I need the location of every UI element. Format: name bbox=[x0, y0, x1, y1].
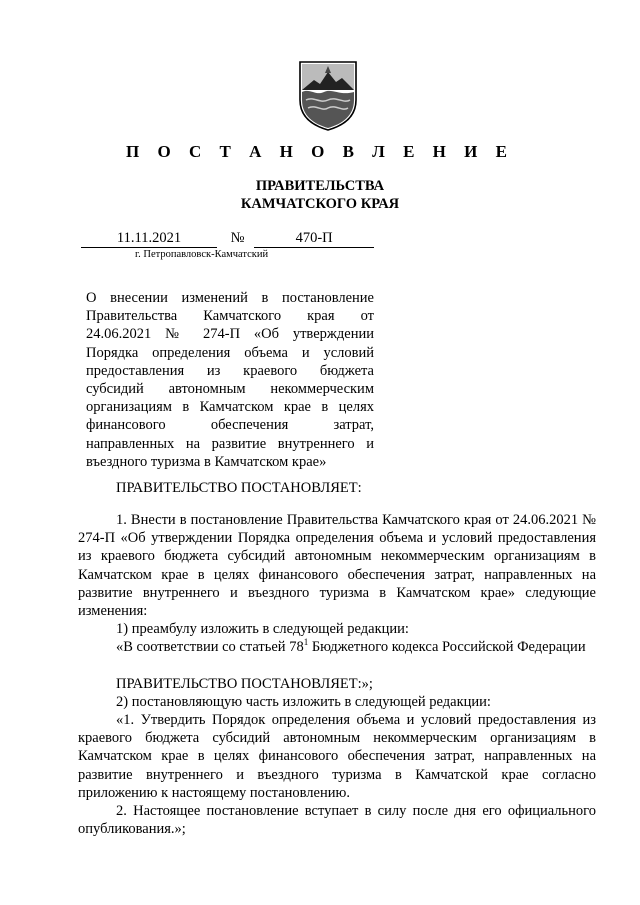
number-sign: № bbox=[230, 230, 245, 246]
authority-line-2: КАМЧАТСКОГО КРАЯ bbox=[240, 196, 400, 212]
document-date: 11.11.2021 bbox=[81, 230, 217, 248]
city-label: г. Петропавловск-Камчатский bbox=[135, 249, 269, 260]
paragraph: 2) постановляющую часть изложить в следующей редакции: bbox=[116, 693, 491, 710]
paragraph-text: «В соответствии со статьей 78 bbox=[116, 639, 304, 656]
paragraph: «1. Утвердить Порядок определения объема и условий предоставления из краевого бюджета субсидий автономным некоммерческим организациям в Камчатском крае в целях финансового обеспечения затрат, направленных на развитие внутреннего и въездного туризма в Камчатской крае согласно приложению к настоящему постановлению. bbox=[78, 712, 596, 801]
authority-line-1: ПРАВИТЕЛЬСТВА bbox=[255, 178, 385, 194]
document-title: П О С Т А Н О В Л Е Н И Е bbox=[126, 142, 514, 161]
paragraph bbox=[78, 638, 596, 656]
paragraph: ПРАВИТЕЛЬСТВО ПОСТАНОВЛЯЕТ:»; bbox=[116, 675, 373, 692]
document-body bbox=[78, 511, 596, 838]
date-number-line bbox=[81, 230, 374, 248]
decree-heading: ПРАВИТЕЛЬСТВО ПОСТАНОВЛЯЕТ: bbox=[116, 480, 362, 496]
kamchatka-coat-of-arms-icon bbox=[296, 60, 360, 132]
document-number: 470-П bbox=[254, 230, 374, 248]
paragraph-text: Бюджетного кодекса Российской Федерации bbox=[308, 639, 586, 656]
paragraph: 2. Настоящее постановление вступает в силу после дня его официального опубликования.»; bbox=[78, 803, 596, 838]
issuing-authority bbox=[0, 177, 640, 213]
paragraph: 1. Внести в постановление Правительства Камчатского края от 24.06.2021 № 274-П «Об утверждении Порядка определения объема и условий предоставления из краевого бюджета субсидий автономным некоммерческим организациям в Камчатском крае в целях финансового обеспечения затрат, направленных на развитие внутреннего и въездного туризма в Камчатском крае» следующие изменения: bbox=[78, 512, 596, 620]
superscript: 1 bbox=[303, 637, 309, 648]
document-subject: О внесении изменений в постановление Правительства Камчатского края от 24.06.2021 № 274-П «Об утверждении Порядка определения объема и условий предоставления из краевого бюджета субсидий автономным некоммерческим организациям в Камчатском крае в целях финансового обеспечения затрат, направленных на развитие внутреннего и въездного туризма в Камчатском крае» bbox=[86, 290, 374, 470]
paragraph: 1) преамбулу изложить в следующей редакции: bbox=[116, 621, 409, 638]
